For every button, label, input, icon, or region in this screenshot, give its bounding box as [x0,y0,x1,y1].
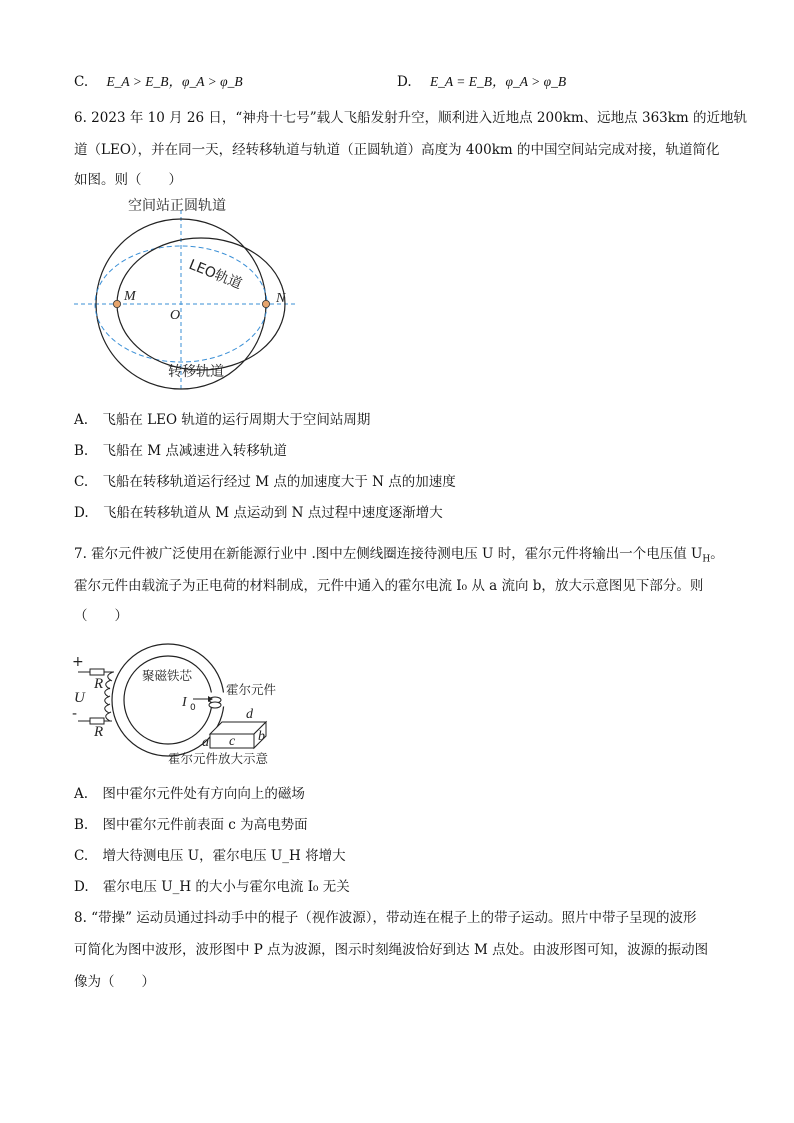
q5-option-d-letter: D. [397,74,412,90]
q7-option-d-letter: D. [74,879,89,895]
plus-sign: + [72,654,84,670]
q6-option-d [74,503,443,523]
q7-option-c-text: 增大待测电压 U，霍尔电压 U_H 将增大 [102,848,346,864]
voltage-u-label: U [74,690,85,706]
q7-hall-figure [68,636,298,772]
hall-element-label: 霍尔元件 [226,682,277,697]
q8-stem-line3: 像为（ ） [74,974,155,990]
q7-option-c [74,846,346,866]
q6-option-b-text: 飞船在 M 点减速进入转移轨道 [102,443,287,459]
current-i0-sub: 0 [190,703,196,713]
point-m-label: M [124,289,136,304]
point-m-dot [113,300,120,307]
q8-stem-line2: 可简化为图中波形，波形图中 P 点为波源，图示时刻绳波恰好到达 M 点处。由波形图可知，波源的振动图 [74,942,709,958]
q7-stem-line1 [74,544,724,570]
q6-orbit-figure [60,192,320,392]
q6-option-b [74,441,287,461]
face-c-label: c [229,734,236,749]
q7-option-a [74,784,305,804]
q6-option-d-letter: D. [74,505,89,521]
q6-option-d-text: 飞船在转移轨道从 M 点运动到 N 点过程中速度逐渐增大 [102,505,443,521]
point-n-dot [262,300,269,307]
q7-option-b-letter: B. [74,817,89,833]
q6-option-a [74,410,370,430]
q7-stem-line2: 霍尔元件由载流子为正电荷的材料制成，元件中通入的霍尔电流 I₀ 从 a 流向 b，放大示意图见下部分。则 [74,578,704,594]
minus-sign: - [72,706,78,722]
current-i0-label: I [182,695,187,710]
point-n-label: N [276,291,286,306]
point-o-label: O [170,308,181,323]
q7-stem-line1-text: 7. 霍尔元件被广泛使用在新能源行业中 .图中左侧线圈连接待测电压 U 时，霍尔元件将输出一个电压值 U [74,546,703,562]
q7-stem-line1-sub: H [702,554,711,565]
resistor-bottom-label: R [94,724,104,740]
resistor-top-label: R [94,676,104,692]
q7-option-d [74,877,350,897]
zoom-label: 霍尔元件放大示意 [168,751,269,766]
q6-option-b-letter: B. [74,443,89,459]
core-label: 聚磁铁芯 [142,668,193,683]
q7-option-d-text: 霍尔电压 U_H 的大小与霍尔电流 I₀ 无关 [102,879,350,895]
q6-option-a-letter: A. [74,412,89,428]
station-orbit-label: 空间站正圆轨道 [128,198,226,214]
face-a-label: a [202,735,209,750]
q5-option-c-letter: C. [74,74,89,90]
q6-option-c [74,472,456,492]
q6-stem-line1: 6. 2023 年 10 月 26 日，“神舟十七号”载人飞船发射升空，顺利进入近地点 200km、远地点 363km 的近地轨 [74,110,748,126]
face-b-label: b [258,729,265,744]
q6-stem-line3: 如图。则（ ） [74,172,182,188]
q5-option-d-expr: E_A = E_B，φ_A > φ_B [429,74,567,89]
q6-stem-line2: 道（LEO），并在同一天，经转移轨道与轨道（正圆轨道）高度为 400km 的中国空间站完成对接，轨道简化 [74,142,720,158]
q7-stem-line3: （ ） [74,608,128,624]
q7-option-a-letter: A. [74,786,89,802]
q8-stem-line1: 8. “带操” 运动员通过抖动手中的棍子（视作波源），带动连在棍子上的带子运动。照片中带子呈现的波形 [74,910,697,926]
q5-option-c-expr: E_A > E_B，φ_A > φ_B [106,74,243,89]
resistor-top [90,669,104,675]
q7-option-c-letter: C. [74,848,89,864]
hall-element-bottom [209,702,221,708]
transfer-orbit-label: 转移轨道 [168,364,224,380]
q6-option-c-text: 飞船在转移轨道运行经过 M 点的加速度大于 N 点的加速度 [102,474,456,490]
q6-option-a-text: 飞船在 LEO 轨道的运行周期大于空间站周期 [102,412,371,428]
q5-option-c [74,72,243,92]
q7-stem-line1-end: 。 [710,546,724,562]
q6-option-c-letter: C. [74,474,89,490]
q7-option-a-text: 图中霍尔元件处有方向向上的磁场 [102,786,305,802]
face-d-label: d [246,707,253,722]
leo-orbit-label: LEO轨道 [186,256,245,293]
q5-option-d [397,72,566,92]
q7-option-b-text: 图中霍尔元件前表面 c 为高电势面 [102,817,308,833]
q7-option-b [74,815,308,835]
